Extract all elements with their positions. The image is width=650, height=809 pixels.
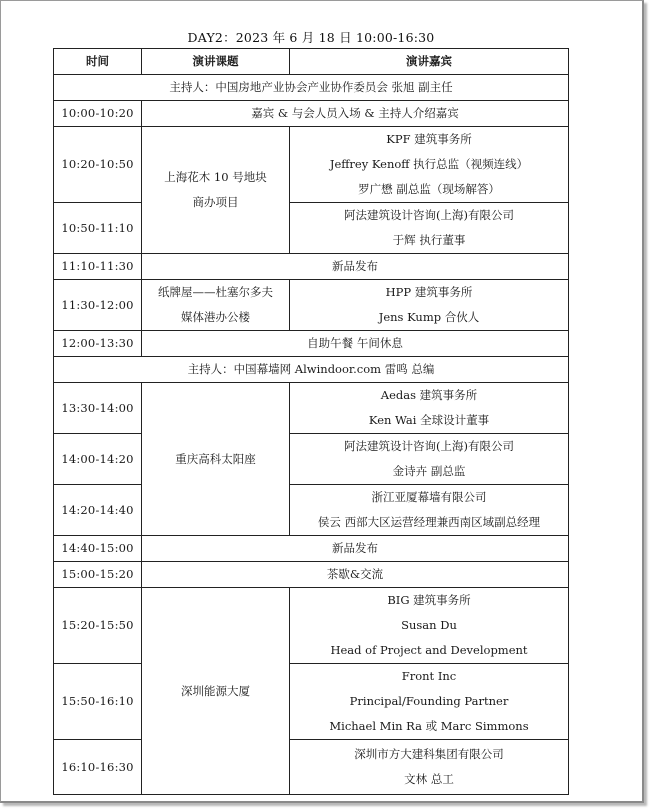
speaker-cell: [290, 485, 569, 536]
speaker-org: 浙江亚厦幕墙有限公司: [371, 490, 487, 504]
header-topic: 演讲课题: [142, 49, 290, 75]
speaker-name: 侯云 西部大区运营经理兼西南区域副总经理: [317, 515, 541, 529]
host-row: [54, 357, 569, 383]
table-row: [54, 434, 569, 485]
speaker-cell: [290, 588, 569, 664]
topic-cell: 重庆高科太阳座: [142, 383, 290, 536]
session-cell: 新品发布: [142, 536, 569, 562]
time-cell: 15:00-15:20: [54, 562, 142, 588]
table-header-row: [54, 49, 569, 75]
document-title: DAY2：2023 年 6 月 18 日 10:00-16:30: [187, 30, 435, 45]
speaker-cell: [290, 383, 569, 434]
speaker-name: 罗广懋 副总监（现场解答）: [358, 182, 500, 196]
speaker-name: 金诗卉 副总监: [392, 464, 466, 478]
session-cell: 嘉宾 & 与会人员入场 & 主持人介绍嘉宾: [142, 101, 569, 127]
time-cell: 11:10-11:30: [54, 254, 142, 280]
table-row: [54, 331, 569, 357]
time-cell: 14:00-14:20: [54, 434, 142, 485]
speaker-name: Ken Wai 全球设计董事: [368, 413, 490, 427]
agenda-table: [53, 48, 569, 795]
table-row: [54, 588, 569, 664]
speaker-org: BIG 建筑事务所: [387, 593, 471, 607]
speaker-name: Michael Min Ra 或 Marc Simmons: [329, 719, 529, 733]
header-time: 时间: [54, 49, 142, 75]
table-row: [54, 254, 569, 280]
speaker-org: Aedas 建筑事务所: [380, 388, 478, 402]
speaker-org: 深圳市方大建科集团有限公司: [354, 747, 504, 761]
speaker-org: 阿法建筑设计咨询(上海)有限公司: [344, 439, 514, 453]
host-text: 主持人：中国房地产业协会产业协作委员会 张旭 副主任: [54, 75, 569, 101]
table-row: [54, 280, 569, 331]
time-cell: 15:20-15:50: [54, 588, 142, 664]
speaker-name: 文林 总工: [404, 772, 454, 786]
speaker-cell: [290, 740, 569, 795]
speaker-name: Susan Du: [401, 618, 457, 632]
time-cell: 12:00-13:30: [54, 331, 142, 357]
header-speaker: 演讲嘉宾: [290, 49, 569, 75]
topic-line: 纸牌屋——杜塞尔多夫: [158, 285, 273, 299]
time-cell: 13:30-14:00: [54, 383, 142, 434]
speaker-org: Front Inc: [401, 669, 457, 683]
topic-line: 媒体港办公楼: [181, 310, 250, 324]
speaker-title: Head of Project and Development: [330, 643, 528, 657]
speaker-cell: [290, 127, 569, 203]
host-text: 主持人：中国幕墙网 Alwindoor.com 雷鸣 总编: [54, 357, 569, 383]
time-cell: 10:20-10:50: [54, 127, 142, 203]
speaker-org: KPF 建筑事务所: [386, 132, 472, 146]
time-cell: 11:30-12:00: [54, 280, 142, 331]
speaker-name: Jeffrey Kenoff 执行总监（视频连线）: [329, 157, 529, 171]
session-cell: 新品发布: [142, 254, 569, 280]
table-row: [54, 562, 569, 588]
topic-cell: 深圳能源大厦: [142, 588, 290, 795]
topic-line: 商办项目: [192, 195, 239, 209]
topic-cell: [142, 127, 290, 254]
session-cell: 茶歇&交流: [142, 562, 569, 588]
time-cell: 10:00-10:20: [54, 101, 142, 127]
time-cell: 10:50-11:10: [54, 203, 142, 254]
speaker-title: Principal/Founding Partner: [349, 694, 509, 708]
speaker-name: Jens Kump 合伙人: [378, 310, 480, 324]
table-row: [54, 536, 569, 562]
time-cell: 16:10-16:30: [54, 740, 142, 795]
host-row: [54, 75, 569, 101]
speaker-org: HPP 建筑事务所: [385, 285, 473, 299]
table-row: [54, 203, 569, 254]
topic-cell: [142, 280, 290, 331]
table-row: [54, 101, 569, 127]
time-cell: 14:20-14:40: [54, 485, 142, 536]
speaker-name: 于辉 执行董事: [392, 233, 466, 247]
table-row: [54, 485, 569, 536]
table-row: [54, 740, 569, 795]
topic-line: 上海花木 10 号地块: [164, 170, 267, 184]
time-cell: 15:50-16:10: [54, 664, 142, 740]
speaker-cell: [290, 203, 569, 254]
time-cell: 14:40-15:00: [54, 536, 142, 562]
session-cell: 自助午餐 午间休息: [142, 331, 569, 357]
speaker-cell: [290, 664, 569, 740]
speaker-org: 阿法建筑设计咨询(上海)有限公司: [344, 208, 514, 222]
table-row: [54, 383, 569, 434]
table-row: [54, 664, 569, 740]
speaker-cell: [290, 434, 569, 485]
table-row: [54, 127, 569, 203]
speaker-cell: [290, 280, 569, 331]
